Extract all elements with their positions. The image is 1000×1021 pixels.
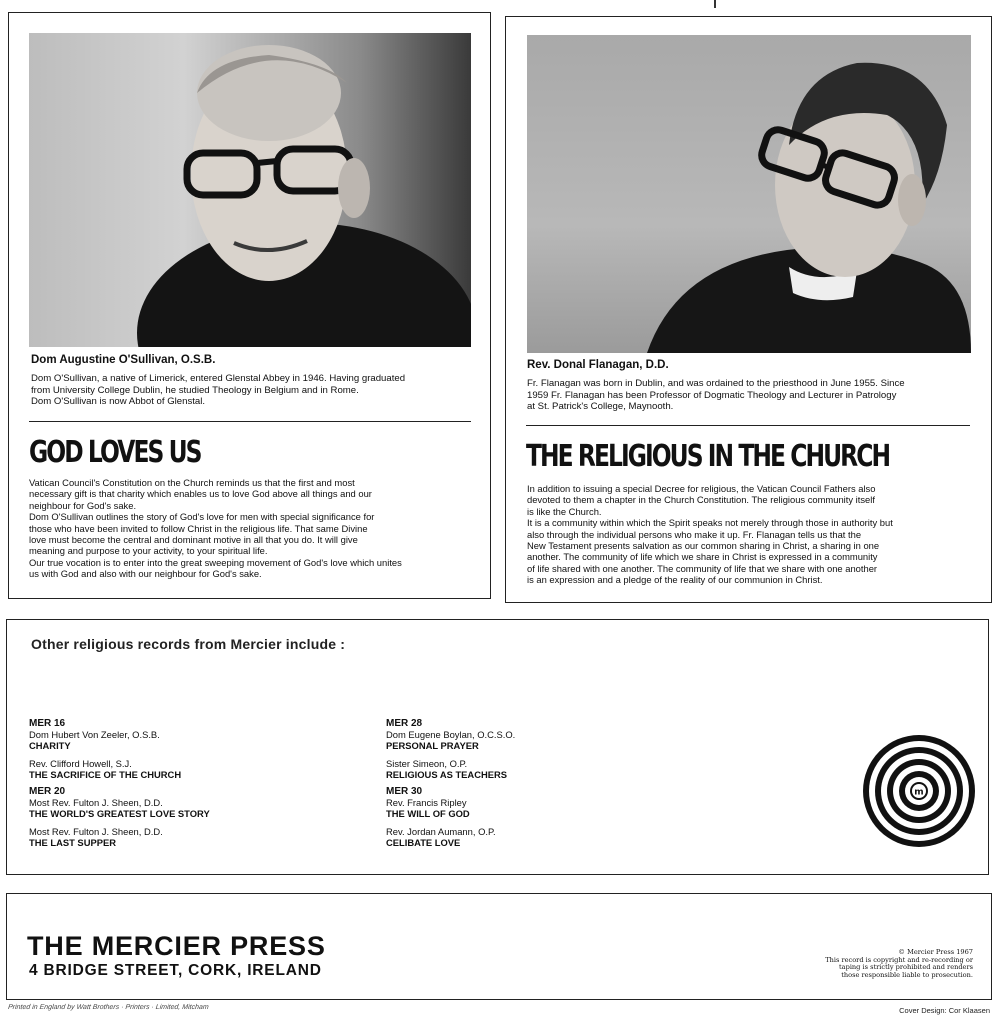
- record-artist: Dom Hubert Von Zeeler, O.S.B.: [29, 729, 160, 741]
- catalog-number: MER 16: [29, 718, 66, 729]
- copyright-line: taping is strictly prohibited and renders: [839, 963, 973, 972]
- records-column-2: [386, 718, 726, 854]
- divider: [526, 425, 970, 426]
- record-group: [29, 718, 369, 780]
- record-group: [386, 718, 726, 780]
- record-name: CELIBATE LOVE: [386, 836, 461, 848]
- other-records-panel: [6, 619, 989, 875]
- records-heading: Other religious records from Mercier include :: [31, 636, 346, 652]
- description-line: love must become the central and dominant motive in all that you do. It will give: [29, 534, 358, 546]
- description-line: of life shared with one another. The community of life that we share with one another: [527, 562, 878, 574]
- printer-credit: Printed in England by Watt Brothers · Printers · Limited, Mitcham: [7, 1004, 209, 1011]
- speaker-name: Dom Augustine O'Sullivan, O.S.B.: [31, 354, 216, 366]
- bio-line: 1959 Fr. Flanagan has been Professor of Dogmatic Theology and Lecturer in Patrology: [527, 389, 897, 401]
- publisher-address: 4 BRIDGE STREET, CORK, IRELAND: [29, 962, 322, 979]
- mercier-logo-icon: [860, 732, 978, 850]
- description-line: In addition to issuing a special Decree for religious, the Vatican Council Fathers also: [527, 483, 876, 494]
- publisher-panel: [6, 893, 992, 1000]
- record-name: CHARITY: [29, 740, 71, 752]
- designer-credit: Cover Design: Cor Klaasen: [899, 1006, 990, 1015]
- portrait-photo-osullivan: [29, 33, 471, 347]
- portrait-photo-flanagan: [527, 35, 971, 353]
- description-line: is like the Church.: [527, 505, 602, 517]
- catalog-number: MER 30: [386, 786, 423, 798]
- description-line: neighbour for God's sake.: [29, 499, 137, 511]
- left-liner-panel: [8, 12, 491, 599]
- record-artist: Most Rev. Fulton J. Sheen, D.D.: [29, 797, 163, 809]
- description-line: Our true vocation is to enter into the great sweeping movement of God's love which unites: [29, 556, 402, 568]
- record-title: GOD LOVES US: [29, 435, 201, 470]
- record-group: [386, 786, 726, 848]
- record-artist: Sister Simeon, O.P.: [386, 757, 468, 769]
- record-name: THE WILL OF GOD: [386, 808, 470, 820]
- description-line: Dom O'Sullivan outlines the story of God's love for men with special significance for: [29, 511, 375, 523]
- record-group: [29, 786, 369, 848]
- description-line: devoted to them a chapter in the Church Constitution. The religious community itself: [527, 494, 875, 506]
- record-description: [527, 483, 977, 586]
- record-artist: Most Rev. Fulton J. Sheen, D.D.: [29, 825, 163, 837]
- bio-line: Dom O'Sullivan is now Abbot of Glenstal.: [31, 396, 206, 408]
- record-artist: Dom Eugene Boylan, O.C.S.O.: [386, 729, 516, 741]
- divider: [29, 421, 471, 422]
- record-name: RELIGIOUS AS TEACHERS: [386, 768, 508, 780]
- bio-line: from University College Dublin, he studied Theology in Belgium and in Rome.: [31, 384, 359, 396]
- record-name: THE LAST SUPPER: [29, 836, 116, 848]
- record-artist: Rev. Francis Ripley: [386, 797, 467, 809]
- copyright-line: This record is copyright and re-recording or: [825, 955, 973, 964]
- description-line: another. The community of life which we share in Christ is expressed in a community: [527, 551, 878, 563]
- description-line: It is a community within which the Spirit speaks not merely through those in authority but: [527, 517, 893, 529]
- description-line: those who have been invited to follow Christ in the religious life. That same Divine: [29, 522, 368, 534]
- bio-line: at St. Patrick's College, Maynooth.: [527, 401, 674, 413]
- record-title: THE RELIGIOUS IN THE CHURCH: [526, 439, 890, 474]
- copyright-line: © Mercier Press 1967: [898, 948, 973, 956]
- description-line: Vatican Council's Constitution on the Church reminds us that the first and most: [29, 477, 355, 488]
- catalog-number: MER 28: [386, 718, 423, 729]
- bio-line: Dom O'Sullivan, a native of Limerick, entered Glenstal Abbey in 1946. Having graduated: [31, 373, 406, 384]
- description-line: meaning and purpose to your activity, to your spiritual life.: [29, 545, 268, 557]
- record-name: THE WORLD'S GREATEST LOVE STORY: [29, 808, 210, 820]
- logo-letter: m: [914, 787, 924, 798]
- speaker-bio: [527, 378, 905, 413]
- speaker-bio: [31, 373, 405, 408]
- description-line: us with God and also with our neighbour for God's sake.: [29, 568, 262, 580]
- registration-mark: [714, 0, 716, 8]
- record-artist: Rev. Jordan Aumann, O.P.: [386, 825, 496, 837]
- copyright-line: those responsible liable to prosecution.: [841, 970, 973, 979]
- description-line: is an expression and a pledge of the reality of our communion in Christ.: [527, 574, 823, 586]
- publisher-name: THE MERCIER PRESS: [27, 931, 326, 961]
- record-name: PERSONAL PRAYER: [386, 740, 479, 752]
- bio-line: Fr. Flanagan was born in Dublin, and was ordained to the priesthood in June 1955. Since: [527, 378, 905, 389]
- records-column-1: [29, 718, 369, 854]
- catalog-number: MER 20: [29, 786, 66, 798]
- right-liner-panel: [505, 16, 992, 603]
- record-artist: Rev. Clifford Howell, S.J.: [29, 757, 132, 769]
- description-line: also through the individual persons who make it up. Fr. Flanagan tells us that the: [527, 528, 862, 540]
- record-description: [29, 477, 479, 580]
- description-line: necessary gift is that charity which enables us to love God above all things and our: [29, 488, 372, 500]
- description-line: New Testament presents salvation as our common sharing in Christ, a sharing in one: [527, 540, 880, 552]
- copyright-notice: [803, 949, 973, 979]
- record-name: THE SACRIFICE OF THE CHURCH: [29, 768, 182, 780]
- speaker-name: Rev. Donal Flanagan, D.D.: [527, 359, 669, 371]
